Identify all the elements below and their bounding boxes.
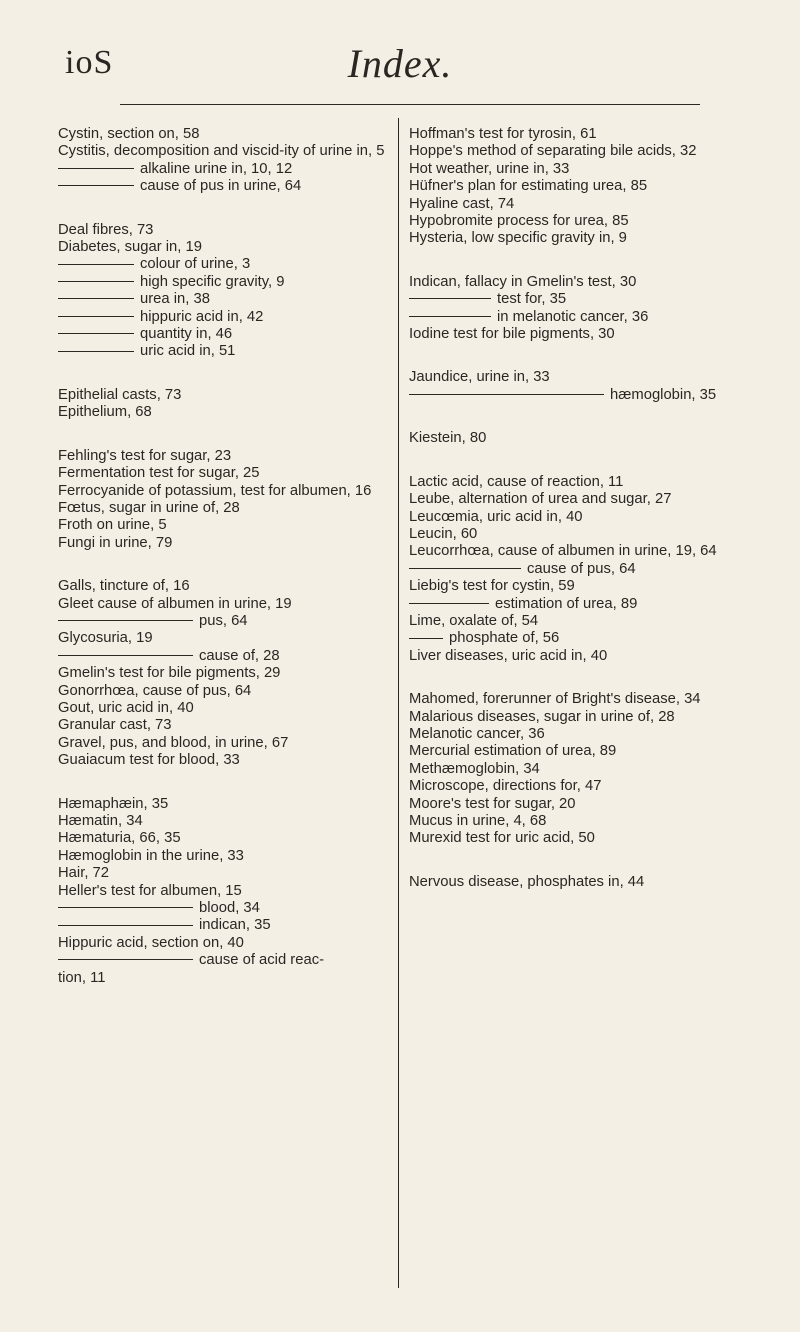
index-subentry	[58, 900, 386, 917]
index-entry: Hæmatin, 34	[58, 813, 143, 829]
index-subentry	[58, 326, 386, 343]
ditto-dash	[58, 316, 134, 317]
index-entry: Gmelin's test for bile pigments, 29	[58, 665, 281, 682]
index-entry: Hot weather, urine in, 33	[409, 160, 570, 177]
subentry-text: pus, 64	[199, 612, 248, 629]
entry-gap	[58, 196, 386, 222]
page-number: ioS	[65, 44, 114, 81]
entry-gap	[409, 665, 741, 691]
entry-gap	[409, 448, 741, 474]
page-title: Index.	[347, 41, 453, 86]
index-entry: Liver diseases, uric acid in, 40	[409, 647, 608, 664]
entry-gap	[58, 770, 386, 796]
ditto-dash	[58, 620, 193, 621]
subentry-text: colour of urine, 3	[140, 256, 251, 273]
index-entry: Fungi in urine, 79	[58, 534, 173, 551]
index-subentry	[409, 561, 741, 578]
index-subentry	[58, 309, 386, 326]
index-subentry	[58, 343, 386, 360]
index-entry: Hoppe's method of separating bile acids, 32	[409, 143, 697, 160]
index-entry: Gleet cause of albumen in urine, 19	[58, 595, 292, 612]
subentry-text: blood, 34	[199, 900, 260, 917]
right-index-column	[409, 126, 741, 891]
subentry-text: cause of pus, 64	[527, 560, 636, 577]
subentry-text: phosphate of, 56	[449, 630, 560, 647]
index-entry: Cystitis, decomposition and viscid-ity of urine in, 5	[58, 143, 385, 160]
entry-gap	[58, 361, 386, 387]
index-subentry	[409, 596, 741, 613]
index-entry: Mucus in urine, 4, 68	[409, 813, 547, 829]
index-entry: Leucœmia, uric acid in, 40	[409, 508, 583, 525]
index-entry: Mercurial estimation of urea, 89	[409, 743, 617, 760]
index-entry: Leucin, 60	[409, 525, 478, 542]
index-entry: Deal fibres, 73	[58, 221, 154, 238]
index-subentry	[58, 613, 386, 630]
index-entry: Leube, alternation of urea and sugar, 27	[409, 491, 672, 508]
index-entry: Glycosuria, 19	[58, 630, 153, 647]
subentry-text: quantity in, 46	[140, 326, 233, 343]
index-entry: Hæmaphæin, 35	[58, 795, 169, 812]
ditto-dash	[409, 316, 491, 317]
subentry-text: hæmoglobin, 35	[610, 386, 717, 403]
ditto-dash	[58, 959, 193, 960]
index-subentry	[409, 309, 741, 326]
index-entry: Fermentation test for sugar, 25	[58, 465, 260, 482]
index-entry: Microscope, directions for, 47	[409, 778, 602, 795]
index-entry: Fehling's test for sugar, 23	[58, 447, 232, 464]
index-entry: Malarious diseases, sugar in urine of, 28	[409, 708, 675, 725]
ditto-dash	[409, 298, 491, 299]
index-entry: Murexid test for uric acid, 50	[409, 830, 595, 847]
entry-gap	[58, 552, 386, 578]
index-entry: Epithelial casts, 73	[58, 386, 182, 403]
index-subentry	[58, 291, 386, 308]
index-entry: Gravel, pus, and blood, in urine, 67	[58, 734, 289, 751]
index-entry: Cystin, section on, 58	[58, 126, 200, 142]
index-entry: Mahomed, forerunner of Bright's disease, 34	[409, 691, 701, 708]
ditto-dash	[58, 281, 134, 282]
index-entry: Lactic acid, cause of reaction, 11	[409, 473, 624, 490]
index-subentry	[58, 952, 386, 969]
subentry-text: estimation of urea, 89	[495, 595, 638, 612]
subentry-text: hippuric acid in, 42	[140, 308, 264, 325]
index-entry: Hæmaturia, 66, 35	[58, 830, 181, 847]
index-entry: Hair, 72	[58, 865, 109, 882]
subentry-text: indican, 35	[199, 917, 271, 934]
entry-gap	[409, 404, 741, 430]
index-entry: Hysteria, low specific gravity in, 9	[409, 230, 627, 247]
index-entry: Hyaline cast, 74	[409, 195, 515, 212]
index-entry: Iodine test for bile pigments, 30	[409, 326, 615, 343]
index-subentry	[58, 917, 386, 934]
index-entry: Indican, fallacy in Gmelin's test, 30	[409, 273, 637, 290]
ditto-dash	[58, 298, 134, 299]
subentry-text: test for, 35	[497, 291, 567, 308]
index-entry: Fœtus, sugar in urine of, 28	[58, 499, 240, 516]
index-entry: Liebig's test for cystin, 59	[409, 578, 575, 595]
ditto-dash	[58, 907, 193, 908]
index-entry: Granular cast, 73	[58, 717, 172, 734]
ditto-dash	[58, 264, 134, 265]
subentry-text: urea in, 38	[140, 291, 210, 308]
entry-gap	[409, 343, 741, 369]
ditto-dash	[409, 603, 489, 604]
index-entry: Gout, uric acid in, 40	[58, 699, 194, 716]
index-entry: Leucorrhœa, cause of albumen in urine, 19, 64	[409, 543, 717, 560]
index-subentry	[58, 256, 386, 273]
ditto-dash	[409, 638, 443, 639]
ditto-dash	[58, 655, 193, 656]
index-subentry	[58, 274, 386, 291]
index-entry: Epithelium, 68	[58, 404, 152, 421]
index-entry: Hypobromite process for urea, 85	[409, 213, 629, 230]
index-entry: Moore's test for sugar, 20	[409, 795, 576, 812]
entry-gap	[409, 848, 741, 874]
index-subentry	[409, 387, 741, 404]
index-subentry	[58, 161, 386, 178]
index-entry: Galls, tincture of, 16	[58, 578, 190, 595]
subentry-text: in melanotic cancer, 36	[497, 308, 649, 325]
header-rule	[120, 104, 700, 105]
index-entry: tion, 11	[58, 969, 106, 986]
index-entry: Froth on urine, 5	[58, 517, 167, 534]
index-entry: Melanotic cancer, 36	[409, 725, 545, 742]
index-entry: Ferrocyanide of potassium, test for albumen, 16	[58, 482, 372, 499]
index-entry: Hüfner's plan for estimating urea, 85	[409, 178, 648, 195]
ditto-dash	[409, 394, 604, 395]
index-entry: Hippuric acid, section on, 40	[58, 934, 244, 951]
index-entry: Diabetes, sugar in, 19	[58, 239, 202, 256]
index-subentry	[58, 648, 386, 665]
ditto-dash	[58, 168, 134, 169]
index-entry: Guaiacum test for blood, 33	[58, 752, 240, 769]
subentry-text: cause of acid reac-	[199, 952, 325, 969]
entry-gap	[58, 422, 386, 448]
index-subentry	[409, 291, 741, 308]
subentry-text: uric acid in, 51	[140, 343, 236, 360]
entry-gap	[409, 248, 741, 274]
index-entry: Jaundice, urine in, 33	[409, 369, 550, 386]
index-entry: Hæmoglobin in the urine, 33	[58, 847, 244, 864]
index-entry: Kiestein, 80	[409, 430, 487, 447]
ditto-dash	[58, 925, 193, 926]
index-entry: Methæmoglobin, 34	[409, 760, 540, 777]
subentry-text: cause of pus in urine, 64	[140, 178, 302, 195]
subentry-text: cause of, 28	[199, 647, 280, 664]
ditto-dash	[58, 333, 134, 334]
ditto-dash	[409, 568, 521, 569]
index-entry: Hoffman's test for tyrosin, 61	[409, 126, 597, 142]
index-entry: Heller's test for albumen, 15	[58, 882, 242, 899]
left-index-column	[58, 126, 386, 987]
column-divider	[398, 118, 399, 1288]
ditto-dash	[58, 185, 134, 186]
index-subentry	[409, 630, 741, 647]
index-entry: Nervous disease, phosphates in, 44	[409, 873, 645, 890]
index-entry: Gonorrhœa, cause of pus, 64	[58, 682, 252, 699]
index-subentry	[58, 178, 386, 195]
subentry-text: alkaline urine in, 10, 12	[140, 160, 293, 177]
subentry-text: high specific gravity, 9	[140, 273, 285, 290]
ditto-dash	[58, 351, 134, 352]
index-entry: Lime, oxalate of, 54	[409, 612, 539, 629]
